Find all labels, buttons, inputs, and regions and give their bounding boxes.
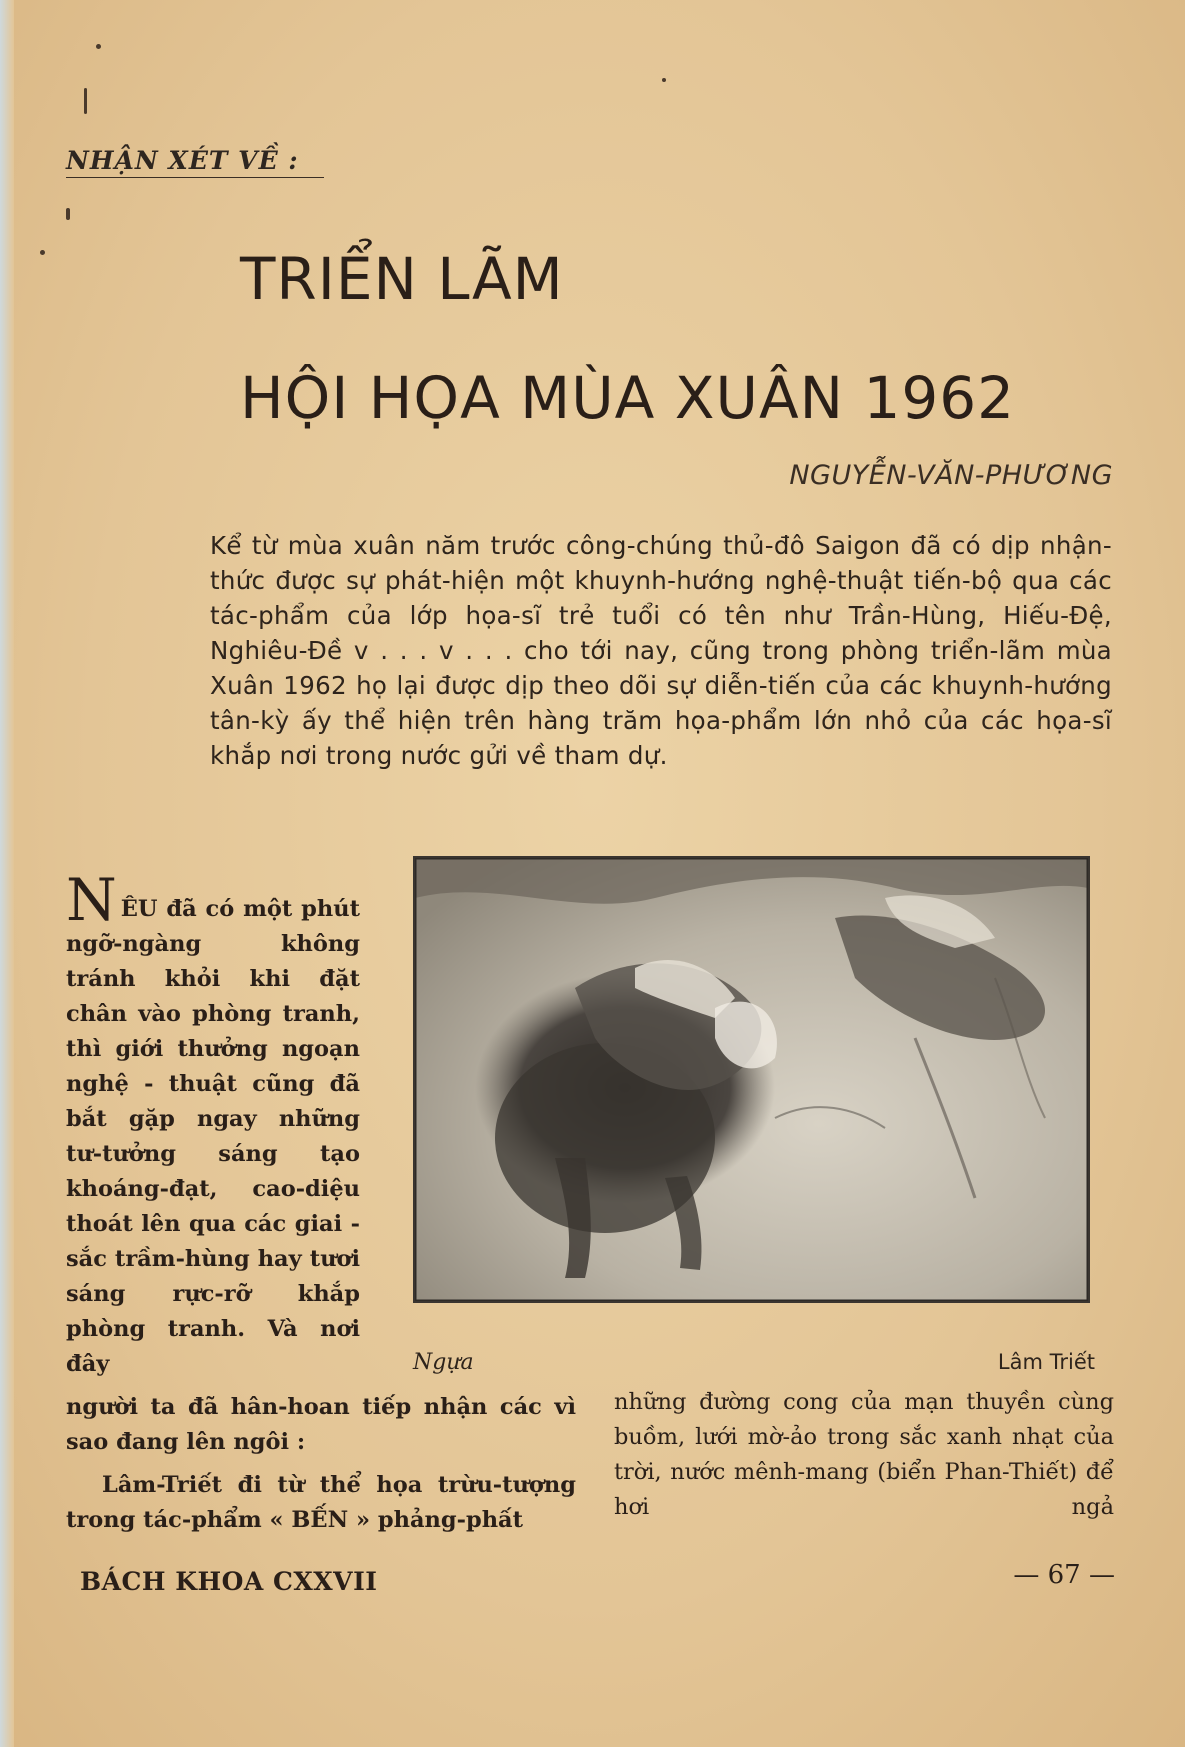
article-opening-paragraph: [66, 866, 360, 1382]
ink-speck: [84, 88, 87, 114]
ink-speck: [40, 250, 45, 255]
paragraph-continuation: người ta đã hân-hoan tiếp nhận các vì sao đang lên ngôi :: [66, 1394, 576, 1455]
page-number: — 67 —: [1013, 1560, 1115, 1590]
section-label: NHẬN XÉT VỀ :: [66, 146, 324, 178]
drop-cap: N: [66, 866, 117, 934]
horse-painting-image: [415, 858, 1088, 1301]
figure-caption-artist: Lâm Triết: [997, 1350, 1095, 1374]
ink-speck: [66, 208, 70, 220]
publication-footer: BÁCH KHOA CXXVII: [80, 1567, 378, 1596]
article-left-column: [66, 1390, 576, 1538]
figure-caption-title: Ngựa: [413, 1350, 474, 1375]
opening-text: ÊU đã có một phút ngỡ-ngàng không tránh khỏi khi đặt chân vào phòng tranh, thì giới thưởng ngoạn nghệ - thuật cũng đã bắt gặp ngay những tư-tưởng sáng tạo khoáng-đạt, cao-diệu thoát lên qua các giai - sắc trầm-hùng hay tươi sáng rực-rỡ khắp phòng tranh. Và nơi đây: [66, 896, 360, 1377]
page-edge: [0, 0, 14, 1747]
paragraph-lam-triet: Lâm-Triết đi từ thể họa trừu-tượng trong tác-phẩm « BẾN » phảng-phất: [66, 1472, 576, 1533]
article-intro: Kể từ mùa xuân năm trước công-chúng thủ-đô Saigon đã có dịp nhận-thức được sự phát-hiện một khuynh-hướng nghệ-thuật tiến-bộ qua các tác-phẩm của lớp họa-sĩ trẻ tuổi có tên như Trần-Hùng, Hiếu-Đệ, Nghiêu-Đề v . . . v . . . cho tới nay, cũng trong phòng triển-lãm mùa Xuân 1962 họ lại được dịp theo dõi sự diễn-tiến của các khuynh-hướng tân-kỳ ấy thể hiện trên hàng trăm họa-phẩm lớn nhỏ của các họa-sĩ khắp nơi trong nước gửi về tham dự.: [210, 531, 1112, 770]
ink-speck: [662, 78, 666, 82]
artwork-photo: [413, 856, 1090, 1303]
article-title-line-2: HỘI HỌA MÙA XUÂN 1962: [240, 364, 1016, 432]
article-right-column: những đường cong của mạn thuyền cùng buồm, lưới mờ-ảo trong sắc xanh nhạt của trời, nước mênh-mang (biển Phan-Thiết) để hơi ngả: [614, 1389, 1114, 1520]
article-title-line-1: TRIỂN LÃM: [240, 245, 564, 313]
ink-speck: [96, 44, 101, 49]
article-author: NGUYỄN-VĂN-PHƯƠNG: [789, 460, 1113, 491]
